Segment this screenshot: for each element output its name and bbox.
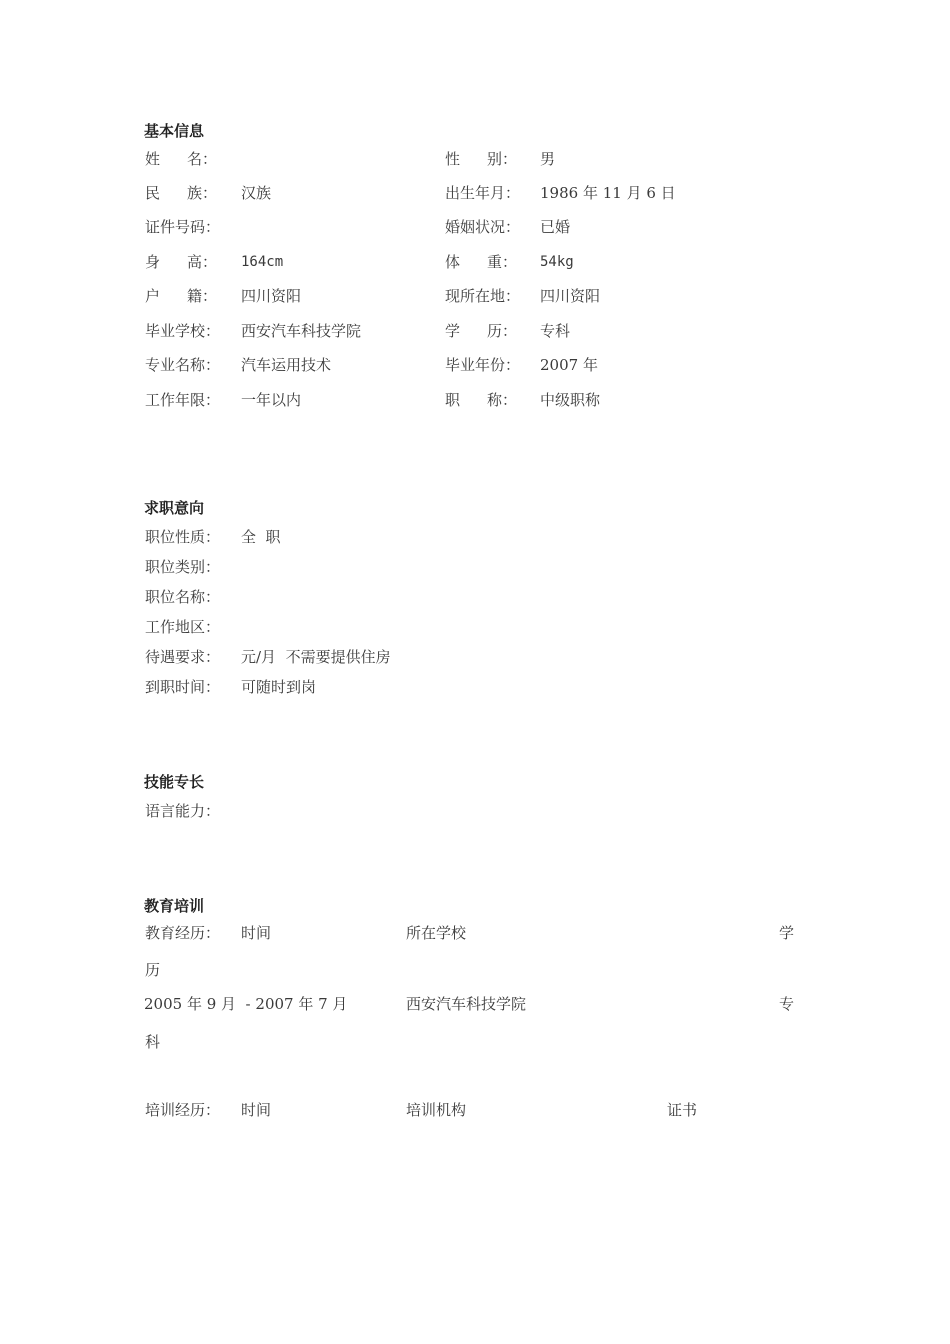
degree-label: 学 历：	[445, 322, 517, 340]
language-ability-label: 语言能力：	[145, 802, 221, 820]
salary-value: 元/月 不需要提供住房	[241, 648, 391, 666]
grad-year-value: 2007 年	[540, 356, 598, 374]
start-time-value: 可随时到岗	[241, 678, 317, 696]
gender-value: 男	[540, 150, 556, 168]
education-col-degree: 学	[779, 924, 795, 942]
height-value: 164cm	[241, 254, 284, 270]
title-rank-value: 中级职称	[540, 391, 601, 409]
education-label: 教育经历：	[145, 924, 221, 942]
section-title-job-intent: 求职意向	[144, 499, 205, 517]
education-col-time: 时间	[241, 924, 272, 942]
education-row-degree: 专	[779, 995, 795, 1013]
training-col-time: 时间	[241, 1101, 272, 1119]
major-label: 专业名称：	[145, 356, 221, 374]
ethnicity-label: 民 族：	[145, 184, 217, 202]
work-years-value: 一年以内	[241, 391, 302, 409]
work-years-label: 工作年限：	[145, 391, 221, 409]
birth-label: 出生年月：	[445, 184, 521, 202]
location-label: 现所在地：	[445, 287, 521, 305]
degree-value: 专科	[540, 322, 571, 340]
hukou-label: 户 籍：	[145, 287, 217, 305]
marital-value: 已婚	[540, 218, 571, 236]
title-rank-label: 职 称：	[445, 391, 517, 409]
weight-value: 54kg	[540, 254, 574, 270]
job-nature-value: 全 职	[241, 528, 281, 546]
start-time-label: 到职时间：	[145, 678, 221, 696]
job-nature-label: 职位性质：	[145, 528, 221, 546]
job-position-label: 职位名称：	[145, 588, 221, 606]
job-category-label: 职位类别：	[145, 558, 221, 576]
location-value: 四川资阳	[540, 287, 601, 305]
education-row-school: 西安汽车科技学院	[406, 995, 527, 1013]
school-label: 毕业学校：	[145, 322, 221, 340]
weight-label: 体 重：	[445, 253, 517, 271]
school-value: 西安汽车科技学院	[241, 322, 362, 340]
training-col-org: 培训机构	[406, 1101, 467, 1119]
birth-value: 1986 年 11 月 6 日	[540, 184, 676, 202]
education-row-degree-wrap: 科	[145, 1033, 161, 1051]
gender-label: 性 别：	[445, 150, 517, 168]
section-title-education: 教育培训	[144, 897, 205, 915]
major-value: 汽车运用技术	[241, 356, 332, 374]
name-label: 姓 名：	[145, 150, 217, 168]
id-label: 证件号码：	[145, 218, 221, 236]
height-label: 身 高：	[145, 253, 217, 271]
education-col-school: 所在学校	[406, 924, 467, 942]
section-title-skills: 技能专长	[144, 773, 205, 791]
section-title-basic-info: 基本信息	[144, 122, 205, 140]
training-col-cert: 证书	[667, 1101, 698, 1119]
education-row-time: 2005 年 9 月 - 2007 年 7 月	[144, 995, 348, 1013]
work-area-label: 工作地区：	[145, 618, 221, 636]
grad-year-label: 毕业年份：	[445, 356, 521, 374]
hukou-value: 四川资阳	[241, 287, 302, 305]
marital-label: 婚姻状况：	[445, 218, 521, 236]
ethnicity-value: 汉族	[241, 184, 272, 202]
salary-label: 待遇要求：	[145, 648, 221, 666]
education-col-degree-wrap: 历	[145, 961, 161, 979]
training-label: 培训经历：	[145, 1101, 221, 1119]
